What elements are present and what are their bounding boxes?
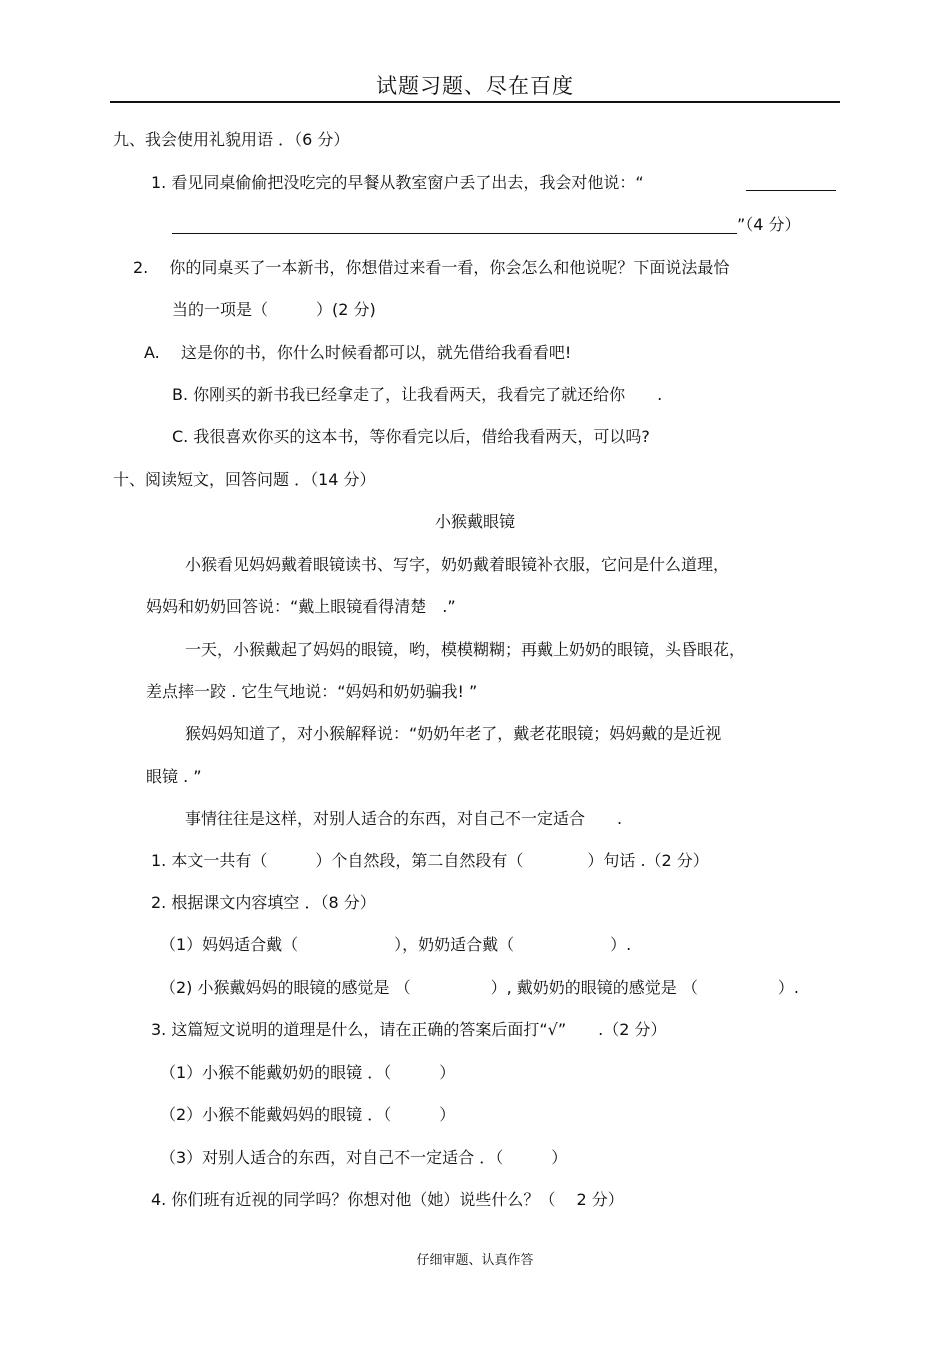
question-line: （1）小猴不能戴奶奶的眼镜 ．（ ） [160,1063,456,1082]
section-10-heading: 十、阅读短文，回答问题 ．（14 分） [113,470,376,489]
question-line: 2. 根据课文内容填空 ．（8 分） [151,893,376,912]
question-line: （3）对别人适合的东西，对自己不一定适合 ．（ ） [160,1148,568,1167]
page-header-title: 试题习题、尽在百度 [376,74,574,98]
section-9-q2-line2: 当的一项是（ ）(2 分) [172,300,376,319]
story-paragraph: 猴妈妈知道了，对小猴解释说：“奶奶年老了，戴老花眼镜；妈妈戴的是近视 [185,724,722,743]
question-line: 1. 本文一共有（ ）个自然段，第二自然段有（ ）句话 .（2 分） [151,851,709,870]
question-line: 4. 你们班有近视的同学吗？你想对他（她）说些什么？（ 2 分） [151,1190,624,1209]
story-paragraph: 差点摔一跤 . 它生气地说：“妈妈和奶奶骗我! ” [146,682,478,701]
option-a: A. 这是你的书，你什么时候看都可以，就先借给我看看吧! [144,343,572,362]
header-divider [110,101,840,103]
story-paragraph: 眼镜 . ” [146,767,202,786]
question-line: 3. 这篇短文说明的道理是什么，请在正确的答案后面打“√” .（2 分） [151,1020,667,1039]
story-paragraph: 一天，小猴戴起了妈妈的眼镜，哟，模模糊糊；再戴上奶奶的眼镜，头昏眼花， [185,640,746,659]
page-footer: 仔细审题、认真作答 [416,1253,534,1268]
option-b: B. 你刚买的新书我已经拿走了，让我看两天，我看完了就还给你 . [172,385,663,404]
answer-blank-short[interactable] [746,172,836,191]
question-line: （1）妈妈适合戴（ ），奶奶适合戴（ ）. [160,935,632,954]
story-paragraph: 妈妈和奶奶回答说：“戴上眼镜看得清楚 .” [146,597,456,616]
story-paragraph: 小猴看见妈妈戴着眼镜读书、写字，奶奶戴着眼镜补衣服，它问是什么道理， [185,555,730,574]
story-paragraph: 事情往往是这样，对别人适合的东西，对自己不一定适合 . [185,809,623,828]
section-9-heading: 九、我会使用礼貌用语 ．（6 分） [113,130,350,149]
answer-blank-long[interactable] [172,215,737,234]
section-9-q2-line1: 2. 你的同桌买了一本新书，你想借过来看一看，你会怎么和他说呢？下面说法最恰 [133,258,730,277]
story-title: 小猴戴眼镜 [434,512,515,531]
section-9-q1-tail: ”（4 分） [737,215,801,234]
section-9-q1-text: 1. 看见同桌偷偷把没吃完的早餐从教室窗户丢了出去，我会对他说：“ [151,173,644,192]
option-c: C. 我很喜欢你买的这本书，等你看完以后，借给我看两天，可以吗? [172,427,650,446]
question-line: （2) 小猴戴妈妈的眼镜的感觉是 （ ）, 戴奶奶的眼镜的感觉是 （ ）. [160,978,799,997]
question-line: （2）小猴不能戴妈妈的眼镜 ．（ ） [160,1105,456,1124]
